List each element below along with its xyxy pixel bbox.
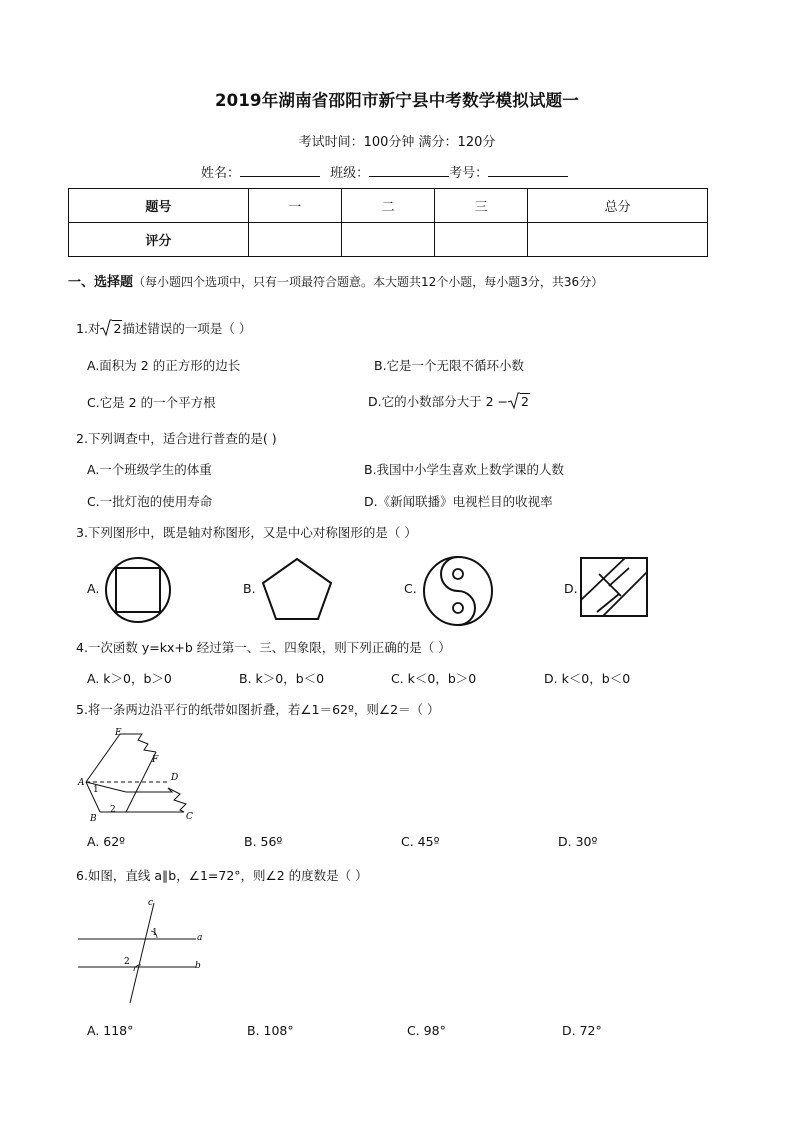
q3-option-d[interactable]: D.: [564, 581, 578, 596]
q1-radicand: 2: [113, 321, 122, 336]
q3-option-c[interactable]: C.: [404, 581, 417, 596]
q1-option-c[interactable]: C.它是 2 的一个平方根: [87, 395, 216, 410]
label-c: c: [148, 898, 154, 908]
label-b: b: [195, 961, 201, 971]
q5-option-a[interactable]: A. 62º: [87, 834, 126, 849]
score-row-label: 评分: [69, 223, 249, 257]
class-blank[interactable]: [369, 164, 449, 177]
q3-option-b[interactable]: B.: [243, 581, 256, 596]
section-note: （每小题四个选项中，只有一项最符合题意。本大题共12个小题，每小题3分，共36分）: [133, 275, 604, 289]
score-cell[interactable]: [435, 223, 528, 257]
q6-option-c[interactable]: C. 98°: [407, 1023, 446, 1038]
q5-option-b[interactable]: B. 56º: [244, 834, 283, 849]
score-header-cell: 总分: [528, 189, 708, 223]
label-angle-2: 2: [110, 805, 116, 815]
section-heading: [68, 271, 603, 290]
label-angle-1: 1: [152, 928, 158, 938]
label-c: C: [186, 812, 193, 822]
q6-option-d[interactable]: D. 72°: [562, 1023, 602, 1038]
score-table: [68, 188, 708, 257]
q6-option-a[interactable]: A. 118°: [87, 1023, 134, 1038]
q4-option-a[interactable]: A. k＞0，b＞0: [87, 671, 172, 686]
class-label: 班级：: [330, 166, 370, 181]
q4-option-b[interactable]: B. k＞0，b＜0: [239, 671, 325, 686]
label-e: E: [115, 728, 122, 738]
q2-option-b[interactable]: B.我国中小学生喜欢上数学课的人数: [364, 462, 565, 477]
question-6-stem: 6.如图，直线 a∥b，∠1=72°，则∠2 的度数是（ ）: [76, 868, 368, 883]
parallel-lines-figure: [74, 893, 214, 1007]
question-1-stem: [76, 319, 251, 337]
circle-square-figure: [104, 556, 172, 624]
label-a: A: [78, 778, 85, 788]
exam-info: 考试时间：100分钟 满分：120分: [298, 135, 496, 150]
label-a: a: [197, 933, 203, 943]
id-label: 考号：: [449, 166, 489, 181]
score-cell[interactable]: [341, 223, 434, 257]
q5-option-d[interactable]: D. 30º: [558, 834, 598, 849]
question-5-stem: 5.将一条两边沿平行的纸带如图折叠，若∠1＝62º，则∠2＝（ ）: [76, 702, 440, 717]
question-3-stem: 3.下列图形中，既是轴对称图形，又是中心对称图形的是（ ）: [76, 525, 417, 540]
pinwheel-square-figure: [579, 556, 649, 618]
q1-option-d[interactable]: [368, 392, 530, 410]
q6-option-b[interactable]: B. 108°: [247, 1023, 294, 1038]
q3-option-a[interactable]: A.: [87, 581, 100, 596]
label-angle-1: 1: [93, 785, 99, 795]
q1-option-b[interactable]: B.它是一个无限不循环小数: [374, 358, 525, 373]
score-header-cell: 题号: [69, 189, 249, 223]
q1-suffix: 描述错误的一项是（ ）: [122, 321, 252, 336]
q1-d-prefix: D.它的小数部分大于 2 −: [368, 394, 508, 409]
q1-option-a[interactable]: A.面积为 2 的正方形的边长: [87, 358, 241, 373]
score-header-cell: 三: [435, 189, 528, 223]
score-cell[interactable]: [248, 223, 341, 257]
label-angle-2: 2: [124, 957, 130, 967]
q5-option-c[interactable]: C. 45º: [401, 834, 440, 849]
student-fields: [201, 162, 568, 181]
q4-option-d[interactable]: D. k＜0，b＜0: [544, 671, 631, 686]
section-title: 一、选择题: [68, 275, 134, 290]
label-d: D: [171, 773, 179, 783]
score-cell[interactable]: [528, 223, 708, 257]
score-header-cell: 二: [341, 189, 434, 223]
label-b: B: [90, 814, 97, 824]
id-blank[interactable]: [488, 164, 568, 177]
q2-option-d[interactable]: D.《新闻联播》电视栏目的收视率: [364, 494, 553, 509]
sqrt-symbol: [508, 392, 520, 410]
folded-strip-figure: [76, 726, 198, 824]
q1-d-radicand: 2: [520, 394, 529, 409]
score-row: [69, 223, 708, 257]
score-header-cell: 一: [248, 189, 341, 223]
name-label: 姓名：: [201, 166, 241, 181]
q2-option-c[interactable]: C.一批灯泡的使用寿命: [87, 494, 213, 509]
q2-option-a[interactable]: A.一个班级学生的体重: [87, 462, 212, 477]
name-blank[interactable]: [240, 164, 320, 177]
sqrt-symbol: [100, 319, 112, 337]
score-header-row: [69, 189, 708, 223]
question-4-stem: 4.一次函数 y=kx+b 经过第一、三、四象限，则下列正确的是（ ）: [76, 640, 451, 655]
label-f: F: [152, 755, 159, 765]
q1-prefix: 1.对: [76, 321, 101, 336]
yin-yang-figure: [421, 554, 495, 628]
question-2-stem: 2.下列调查中，适合进行普查的是( ): [76, 431, 277, 446]
pentagon-figure: [258, 556, 336, 622]
page-title: 2019年湖南省邵阳市新宁县中考数学模拟试题一: [214, 91, 580, 110]
q4-option-c[interactable]: C. k＜0，b＞0: [391, 671, 477, 686]
